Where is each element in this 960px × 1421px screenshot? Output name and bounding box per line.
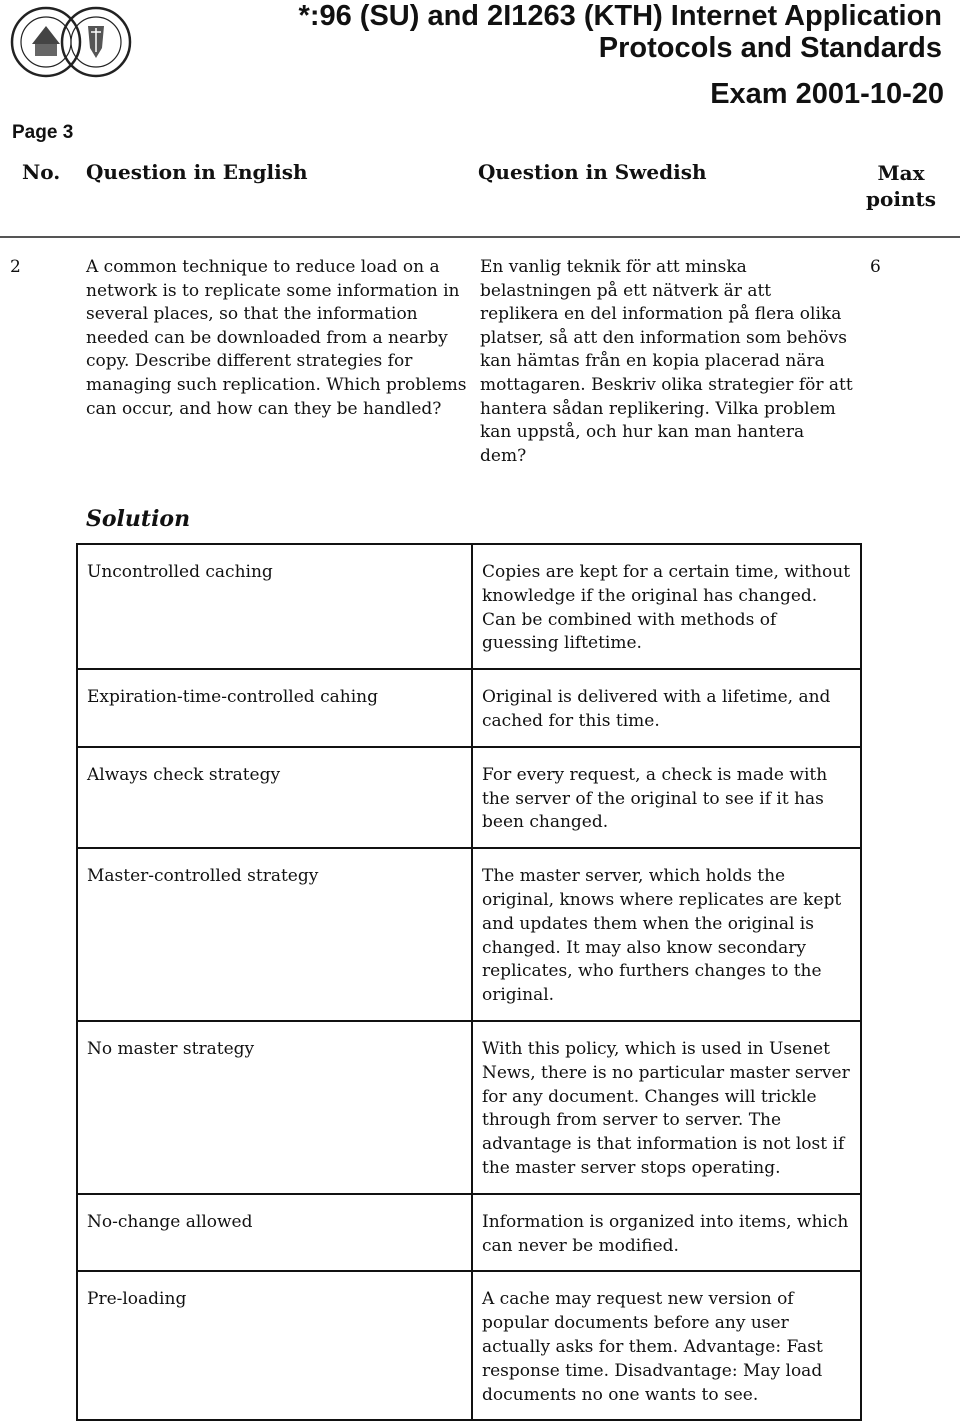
description-cell: Information is organized into items, which can never be modified. xyxy=(472,1194,861,1272)
column-header-number: No. xyxy=(22,160,61,184)
table-row xyxy=(77,1271,861,1420)
question-number: 2 xyxy=(10,257,21,277)
table-row xyxy=(77,747,861,848)
table-row xyxy=(77,1021,861,1194)
description-cell: Original is delivered with a lifetime, and cached for this time. xyxy=(472,669,861,747)
question-swedish: En vanlig teknik för att minska belastningen på ett nätverk är att replikera en del information på flera olika platser, så att den information som behövs kan hämtas från en kopia placerad nära mottagaren. Beskriv olika strategier för att hantera sådan replikering. Vilka problem kan uppstå, och hur kan man hantera dem? xyxy=(480,257,853,466)
table-row xyxy=(77,1194,861,1272)
column-header-english: Question in English xyxy=(86,160,308,184)
column-header-swedish: Question in Swedish xyxy=(478,160,707,184)
header-divider xyxy=(0,236,960,238)
description-cell: For every request, a check is made with the server of the original to see if it has been changed. xyxy=(472,747,861,848)
question-english: A common technique to reduce load on a network is to replicate some information in several places, so that the information needed can be downloaded from a nearby copy. Describe different strategies for managing such replication. Which problems can occur, and how can they be handled? xyxy=(86,257,467,419)
strategy-cell: Expiration-time-controlled cahing xyxy=(77,669,472,747)
strategy-cell: Pre-loading xyxy=(77,1271,472,1420)
table-row xyxy=(77,669,861,747)
description-cell: With this policy, which is used in Usenet News, there is no particular master server for any document. Changes will trickle through from server to server. The advantage is that information is not lost if the master server stops operating. xyxy=(472,1021,861,1194)
strategy-cell: Master-controlled strategy xyxy=(77,848,472,1021)
column-header-max-points xyxy=(866,160,936,212)
table-row xyxy=(77,848,861,1021)
question-points: 6 xyxy=(870,257,881,277)
table-row xyxy=(77,544,861,669)
strategy-cell: No-change allowed xyxy=(77,1194,472,1272)
strategy-cell: Uncontrolled caching xyxy=(77,544,472,669)
course-title xyxy=(299,0,942,64)
description-cell: A cache may request new version of popular documents before any user actually asks for them. Advantage: Fast response time. Disadvantage: May load documents no one wants to see. xyxy=(472,1271,861,1420)
points-label: points xyxy=(866,187,936,211)
solution-heading: Solution xyxy=(86,506,191,532)
course-title-line2: Protocols and Standards xyxy=(598,32,942,64)
max-label: Max xyxy=(877,161,925,185)
exam-date: Exam 2001-10-20 xyxy=(710,78,944,110)
description-cell: The master server, which holds the original, knows where replicates are kept and updates them when the original is changed. It may also know secondary replicates, who furthers changes to the original. xyxy=(472,848,861,1021)
page-number: Page 3 xyxy=(12,122,74,143)
university-seal-logo xyxy=(8,4,134,80)
solution-table xyxy=(76,543,862,1421)
strategy-cell: Always check strategy xyxy=(77,747,472,848)
description-cell: Copies are kept for a certain time, without knowledge if the original has changed. Can be combined with methods of guessing liftetime. xyxy=(472,544,861,669)
course-title-line1: *:96 (SU) and 2I1263 (KTH) Internet Application xyxy=(298,0,942,32)
strategy-cell: No master strategy xyxy=(77,1021,472,1194)
